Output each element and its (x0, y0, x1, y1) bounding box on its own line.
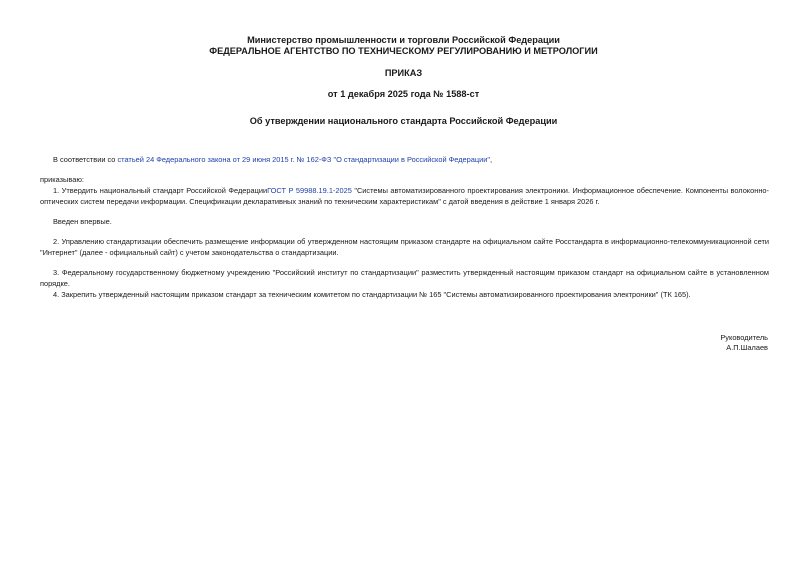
signature-name: А.П.Шалаев (726, 343, 768, 352)
intro-suffix: , (489, 155, 493, 164)
order-word: приказываю: (40, 175, 84, 184)
item-1-suffix: "Системы автоматизированного проектирования электроники. Информационное обеспечение. Компоненты волоконно-оптических систем передачи информации. Спецификации декларативных знаний по техническим характеристикам" с датой введения в действие 1 января 2026 г. (40, 186, 769, 206)
signature-position: Руководитель (720, 333, 768, 342)
standardization-law-link[interactable]: "О стандартизации в Российской Федерации" (333, 155, 490, 164)
document-type: ПРИКАЗ (384, 68, 423, 78)
item-2-paragraph: 2. Управлению стандартизации обеспечить размещение информации об утвержденном настоящим приказом стандарте на официальном сайте Росстандарта в информационно-телекоммуникационной сети "Интернет" (далее - официальный сайт) с учетом законодательства о стандартизации. (40, 237, 769, 257)
document-subject: Об утверждении национального стандарта Российской Федерации (249, 116, 558, 126)
item-1-prefix: 1. Утвердить национальный стандарт Российской Федерации (53, 186, 268, 195)
agency-name: ФЕДЕРАЛЬНОЕ АГЕНТСТВО ПО ТЕХНИЧЕСКОМУ РЕГУЛИРОВАНИЮ И МЕТРОЛОГИИ (209, 46, 598, 56)
item-4-paragraph: 4. Закрепить утвержденный настоящим приказом стандарт за техническим комитетом по стандартизации № 165 "Системы автоматизированного проектирования электроники" (ТК 165). (53, 290, 691, 299)
document-date-number: от 1 декабря 2025 года № 1588-ст (327, 89, 480, 99)
ministry-name: Министерство промышленности и торговли Российской Федерации (247, 35, 560, 45)
intro-prefix: В соответствии со (53, 155, 118, 164)
federal-law-article-link[interactable]: статьей 24 Федерального закона от 29 июня 2015 г. № 162-ФЗ (117, 155, 332, 164)
item-3-paragraph: 3. Федеральному государственному бюджетному учреждению "Российский институт по стандартизации" разместить утвержденный настоящим приказом стандарт на официальном сайте в установленном порядке. (40, 268, 769, 288)
item-1-paragraph (40, 186, 769, 207)
gost-standard-link[interactable]: ГОСТ Р 59988.19.1-2025 (267, 186, 352, 195)
intro-paragraph (40, 155, 769, 166)
introduced-note: Введен впервые. (53, 217, 112, 226)
